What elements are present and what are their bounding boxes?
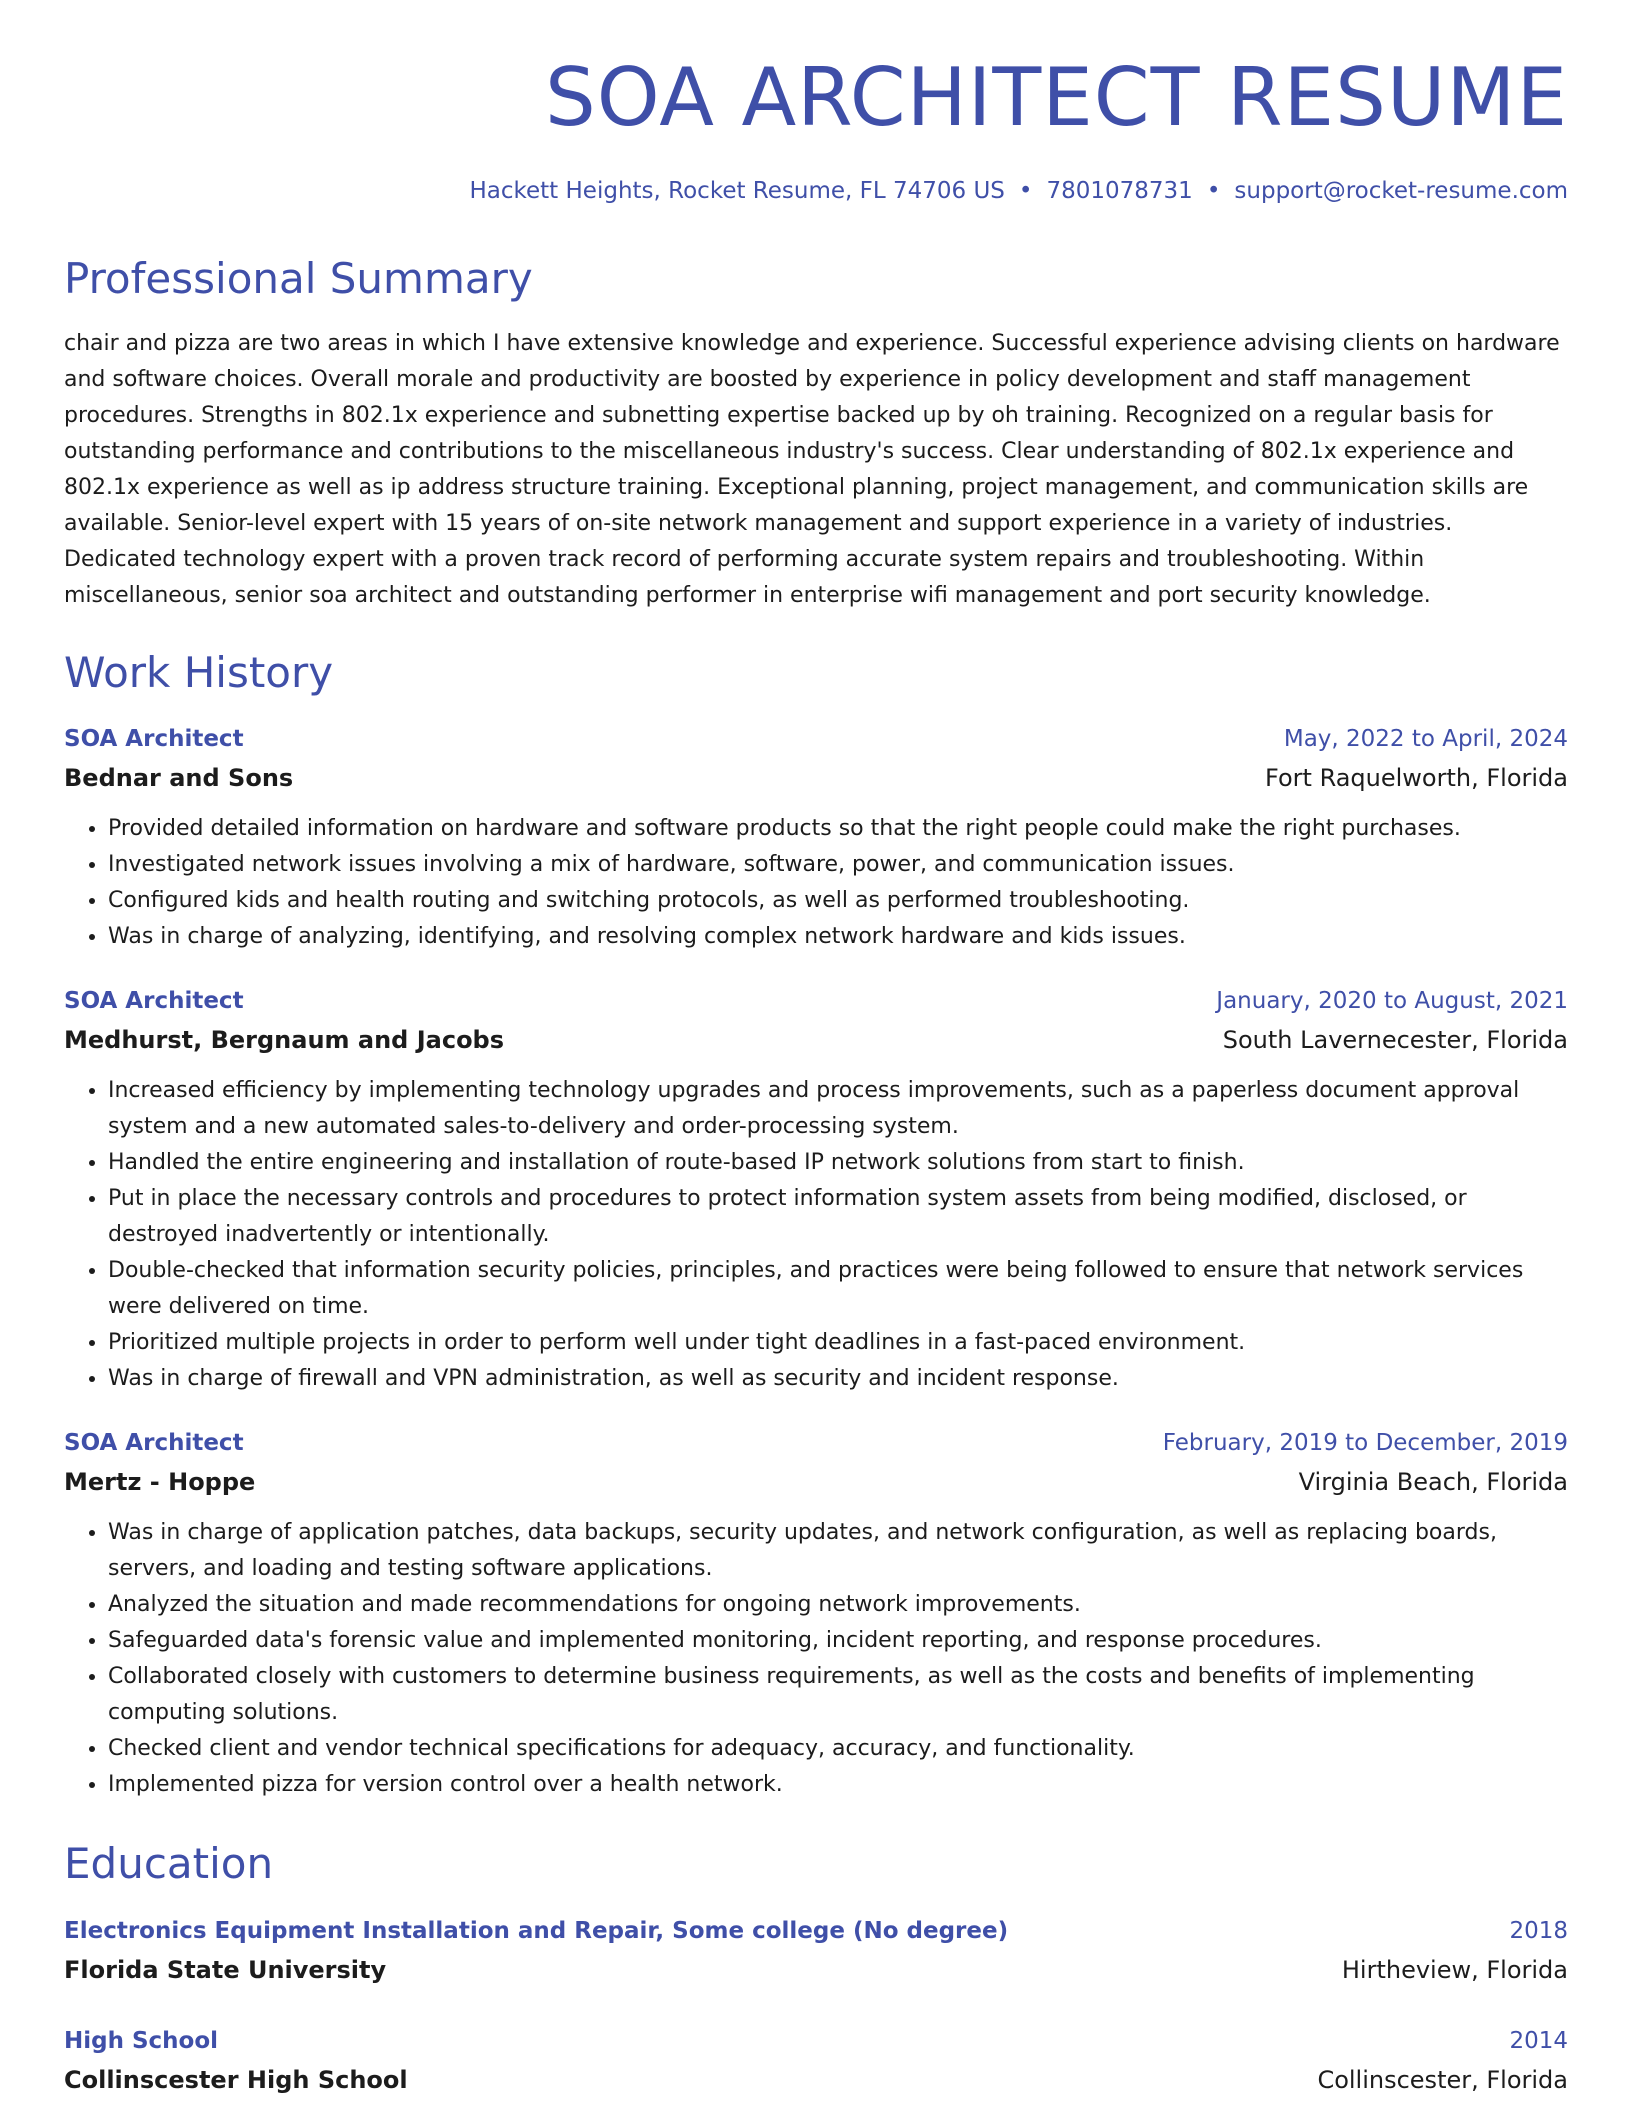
education-location: Hirtheview, Florida [1341,1956,1568,1985]
contact-separator: • [1206,178,1221,204]
resume-title: SOA ARCHITECT RESUME [544,51,1568,144]
job-bullet: • Was in charge of firewall and VPN administration, as well as security and incident response. [108,1361,1568,1397]
education-year: 2018 [1509,1918,1568,1945]
work-history-list [64,721,1568,1803]
education-degree: High School [64,2028,219,2055]
contact-address: Hackett Heights, Rocket Resume, FL 74706 US [469,178,1005,204]
job-bullet: • Analyzed the situation and made recommendations for ongoing network improvements. [108,1587,1568,1623]
education-list [64,1913,1568,2099]
education-heading: Education [64,1838,274,1888]
job-bullet: • Double-checked that information security policies, principles, and practices were being followed to ensure that network services were delivered on time. [108,1253,1568,1325]
contact-line [64,178,1568,204]
job-bullet: • Configured kids and health routing and switching protocols, as well as performed troubleshooting. [108,883,1568,919]
job-bullet: • Provided detailed information on hardware and software products so that the right people could make the right purchases. [108,811,1568,847]
job-company: Medhurst, Bergnaum and Jacobs [64,1025,505,1054]
job-bullet: • Put in place the necessary controls and procedures to protect information system assets from being modified, disclosed, or destroyed inadvertently or intentionally. [108,1181,1568,1253]
job-entry [64,721,1568,955]
job-title: SOA Architect [64,987,244,1014]
job-company: Bednar and Sons [64,763,294,792]
job-bullet: • Collaborated closely with customers to determine business requirements, as well as the costs and benefits of implementing computing solutions. [108,1659,1568,1731]
contact-separator: • [1018,178,1033,204]
summary-text: chair and pizza are two areas in which I have extensive knowledge and experience. Successful experience advising clients on hardware and software choices. Overall morale and productivity are boosted by experience in policy development and staff management procedures. Strengths in 802.1x experience and subnetting expertise backed up by oh training. Recognized on a regular basis for outstanding performance and contributions to the miscellaneous industry's success. Clear understanding of 802.1x experience and 802.1x experience as well as ip address structure training. Exceptional planning, project management, and communication skills are available. Senior-level expert with 15 years of on-site network management and support experience in a variety of industries. Dedicated technology expert with a proven track record of performing accurate system repairs and troubleshooting. Within miscellaneous, senior soa architect and outstanding performer in enterprise wifi management and port security knowledge. [64,331,1560,609]
job-bullet: • Increased efficiency by implementing technology upgrades and process improvements, such as a paperless document approval system and a new automated sales-to-delivery and order-processing system. [108,1073,1568,1145]
education-entry [64,1913,1568,1989]
education-degree: Electronics Equipment Installation and Repair, Some college (No degree) [64,1918,1009,1945]
summary-heading: Professional Summary [64,254,533,303]
education-school: Collinscester High School [64,2066,408,2095]
job-bullet: • Implemented pizza for version control over a health network. [108,1767,1568,1803]
job-entry [64,983,1568,1397]
job-title: SOA Architect [64,725,244,752]
education-school: Florida State University [64,1956,387,1985]
job-location: South Lavernecester, Florida [1222,1025,1568,1054]
job-dates: May, 2022 to April, 2024 [1283,725,1568,752]
job-bullets [64,1073,1568,1397]
contact-email[interactable]: support@rocket-resume.com [1234,178,1568,204]
job-dates: February, 2019 to December, 2019 [1162,1429,1568,1456]
contact-phone[interactable]: 7801078731 [1046,178,1193,204]
education-entry [64,2023,1568,2099]
job-bullets [64,811,1568,955]
job-title: SOA Architect [64,1429,244,1456]
job-bullet: • Was in charge of analyzing, identifying, and resolving complex network hardware and kids issues. [108,919,1568,955]
job-company: Mertz - Hoppe [64,1467,256,1496]
job-bullet: • Checked client and vendor technical specifications for adequacy, accuracy, and functionality. [108,1731,1568,1767]
job-bullet: • Handled the entire engineering and installation of route-based IP network solutions from start to finish. [108,1145,1568,1181]
job-entry [64,1425,1568,1803]
work-history-heading: Work History [64,648,334,698]
job-location: Fort Raquelworth, Florida [1265,763,1568,792]
job-bullet: • Investigated network issues involving a mix of hardware, software, power, and communication issues. [108,847,1568,883]
job-bullet: • Safeguarded data's forensic value and implemented monitoring, incident reporting, and response procedures. [108,1623,1568,1659]
job-bullet: • Was in charge of application patches, data backups, security updates, and network configuration, as well as replacing boards, servers, and loading and testing software applications. [108,1515,1568,1587]
education-location: Collinscester, Florida [1317,2066,1568,2095]
job-location: Virginia Beach, Florida [1298,1467,1568,1496]
job-dates: January, 2020 to August, 2021 [1216,987,1568,1014]
job-bullet: • Prioritized multiple projects in order to perform well under tight deadlines in a fast-paced environment. [108,1325,1568,1361]
education-year: 2014 [1509,2028,1568,2055]
job-bullets [64,1515,1568,1803]
